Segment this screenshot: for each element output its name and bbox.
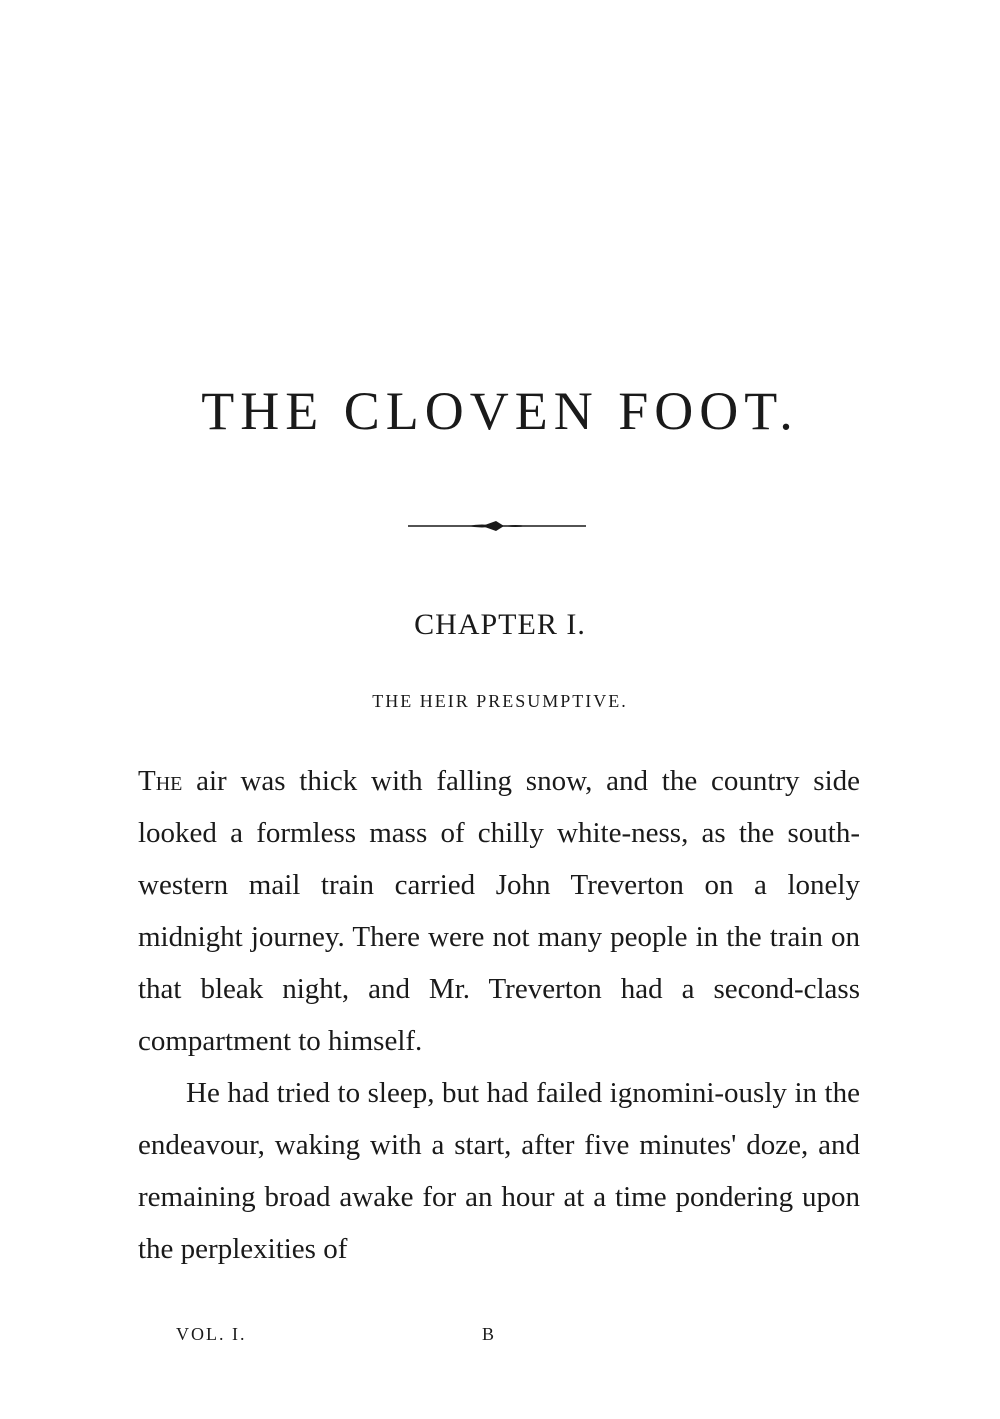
chapter-subtitle: THE HEIR PRESUMPTIVE. [372, 691, 628, 711]
paragraph-1-text: air was thick with falling snow, and the country side looked a formless mass of chilly white-ness, as the south-western mail train carried John Treverton on a lonely midnight journey. There were not many people in the train on that bleak night, and Mr. Treverton had a second-class compartment to himself. [138, 765, 860, 1057]
volume-number: VOL. I. [176, 1324, 247, 1344]
page-footer [176, 1324, 506, 1354]
chapter-heading: CHAPTER I. [414, 608, 586, 641]
rule-with-diamond-ornament-icon [408, 516, 586, 536]
book-title: THE CLOVEN FOOT. [201, 381, 799, 441]
signature-mark: B [482, 1324, 497, 1344]
paragraph-lead-word: The [138, 765, 183, 797]
chapter-body-text [138, 755, 860, 1275]
paragraph-1 [138, 755, 860, 1067]
paragraph-2 [138, 1067, 860, 1275]
paragraph-2-text: He had tried to sleep, but had failed ignomini-ously in the endeavour, waking with a start, after five minutes' doze, and remaining broad awake for an hour at a time pondering upon the perplexities of [138, 1077, 860, 1265]
